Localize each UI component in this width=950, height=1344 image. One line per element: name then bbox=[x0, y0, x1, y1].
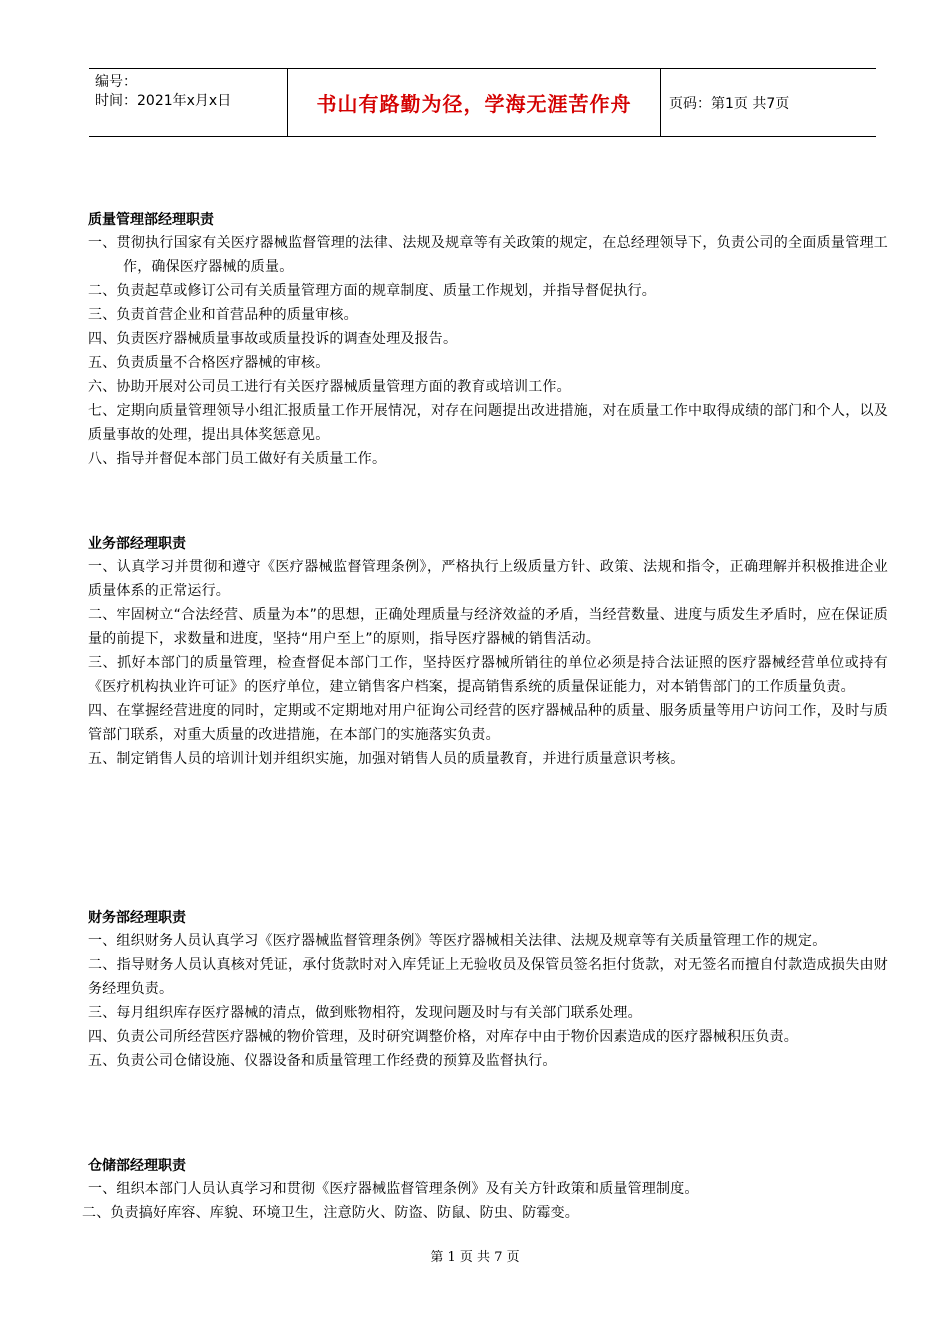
list-item: 一、组织本部门人员认真学习和贯彻《医疗器械监督管理条例》及有关方针政策和质量管理制度。 bbox=[88, 1181, 699, 1197]
list-item: 一、认真学习并贯彻和遵守《医疗器械监督管理条例》，严格执行上级质量方针、政策、法规和指令，正确理解并积极推进企业质量体系的正常运行。 bbox=[88, 559, 888, 599]
list-item: 五、负责公司仓储设施、仪器设备和质量管理工作经费的预算及监督执行。 bbox=[88, 1053, 557, 1069]
section-quality-manager bbox=[88, 209, 888, 471]
list-item: 一、组织财务人员认真学习《医疗器械监督管理条例》等医疗器械相关法律、法规及规章等有关质量管理工作的规定。 bbox=[88, 933, 827, 949]
list-item: 五、负责质量不合格医疗器械的审核。 bbox=[88, 355, 330, 371]
list-item: 四、负责医疗器械质量事故或质量投诉的调查处理及报告。 bbox=[88, 331, 458, 347]
list-item: 三、负责首营企业和首营品种的质量审核。 bbox=[88, 307, 358, 323]
list-item: 四、在掌握经营进度的同时，定期或不定期地对用户征询公司经营的医疗器械品种的质量、服务质量等用户访问工作，及时与质管部门联系，对重大质量的改进措施，在本部门的实施落实负责。 bbox=[88, 703, 888, 743]
list-item: 二、负责起草或修订公司有关质量管理方面的规章制度、质量工作规划，并指导督促执行。 bbox=[88, 283, 656, 299]
section-title: 仓储部经理职责 bbox=[88, 1158, 186, 1174]
list-item: 一、贯彻执行国家有关医疗器械监督管理的法律、法规及规章等有关政策的规定，在总经理领导下，负责公司的全面质量管理工作，确保医疗器械的质量。 bbox=[88, 235, 888, 275]
section-title: 质量管理部经理职责 bbox=[88, 212, 214, 228]
list-item: 三、抓好本部门的质量管理，检查督促本部门工作，坚持医疗器械所销往的单位必须是持合法证照的医疗器械经营单位或持有《医疗机构执业许可证》的医疗单位，建立销售客户档案，提高销售系统的质量保证能力，对本销售部门的工作质量负责。 bbox=[88, 655, 888, 695]
list-item: 七、定期向质量管理领导小组汇报质量工作开展情况，对存在问题提出改进措施，对在质量工作中取得成绩的部门和个人，以及质量事故的处理，提出具体奖惩意见。 bbox=[88, 403, 888, 443]
list-item: 二、牢固树立“合法经营、质量为本”的思想，正确处理质量与经济效益的矛盾，当经营数量、进度与质发生矛盾时，应在保证质量的前提下，求数量和进度，坚持“用户至上”的原则，指导医疗器械的销售活动。 bbox=[88, 607, 888, 647]
header-meta bbox=[89, 69, 287, 136]
list-item: 二、负责搞好库容、库貌、环境卫生，注意防火、防盗、防鼠、防虫、防霉变。 bbox=[82, 1205, 579, 1221]
header-motto: 书山有路勤为径，学海无涯苦作舟 bbox=[287, 69, 661, 136]
document-header bbox=[89, 68, 876, 137]
page-footer bbox=[0, 1246, 950, 1265]
section-title: 业务部经理职责 bbox=[88, 536, 186, 552]
list-item: 四、负责公司所经营医疗器械的物价管理，及时研究调整价格，对库存中由于物价因素造成的医疗器械积压负责。 bbox=[88, 1029, 798, 1045]
header-page-info: 页码：第1页 共7页 bbox=[669, 95, 790, 112]
list-item: 五、制定销售人员的培训计划并组织实施，加强对销售人员的质量教育，并进行质量意识考核。 bbox=[88, 751, 685, 767]
page-number: 第 1 页 共 7 页 bbox=[430, 1250, 520, 1265]
document-number-label: 编号： bbox=[95, 74, 137, 90]
section-title: 财务部经理职责 bbox=[88, 910, 186, 926]
document-time-label: 时间：2021年x月x日 bbox=[95, 93, 232, 109]
list-item: 三、每月组织库存医疗器械的清点，做到账物相符，发现问题及时与有关部门联系处理。 bbox=[88, 1005, 642, 1021]
list-item: 二、指导财务人员认真核对凭证，承付货款时对入库凭证上无验收员及保管员签名拒付货款，对无签名而擅自付款造成损失由财务经理负责。 bbox=[88, 957, 888, 997]
list-item: 六、协助开展对公司员工进行有关医疗器械质量管理方面的教育或培训工作。 bbox=[88, 379, 571, 395]
list-item: 八、指导并督促本部门员工做好有关质量工作。 bbox=[88, 451, 387, 467]
section-warehouse-manager bbox=[82, 1155, 888, 1225]
section-business-manager bbox=[88, 533, 888, 771]
section-finance-manager bbox=[88, 907, 888, 1073]
